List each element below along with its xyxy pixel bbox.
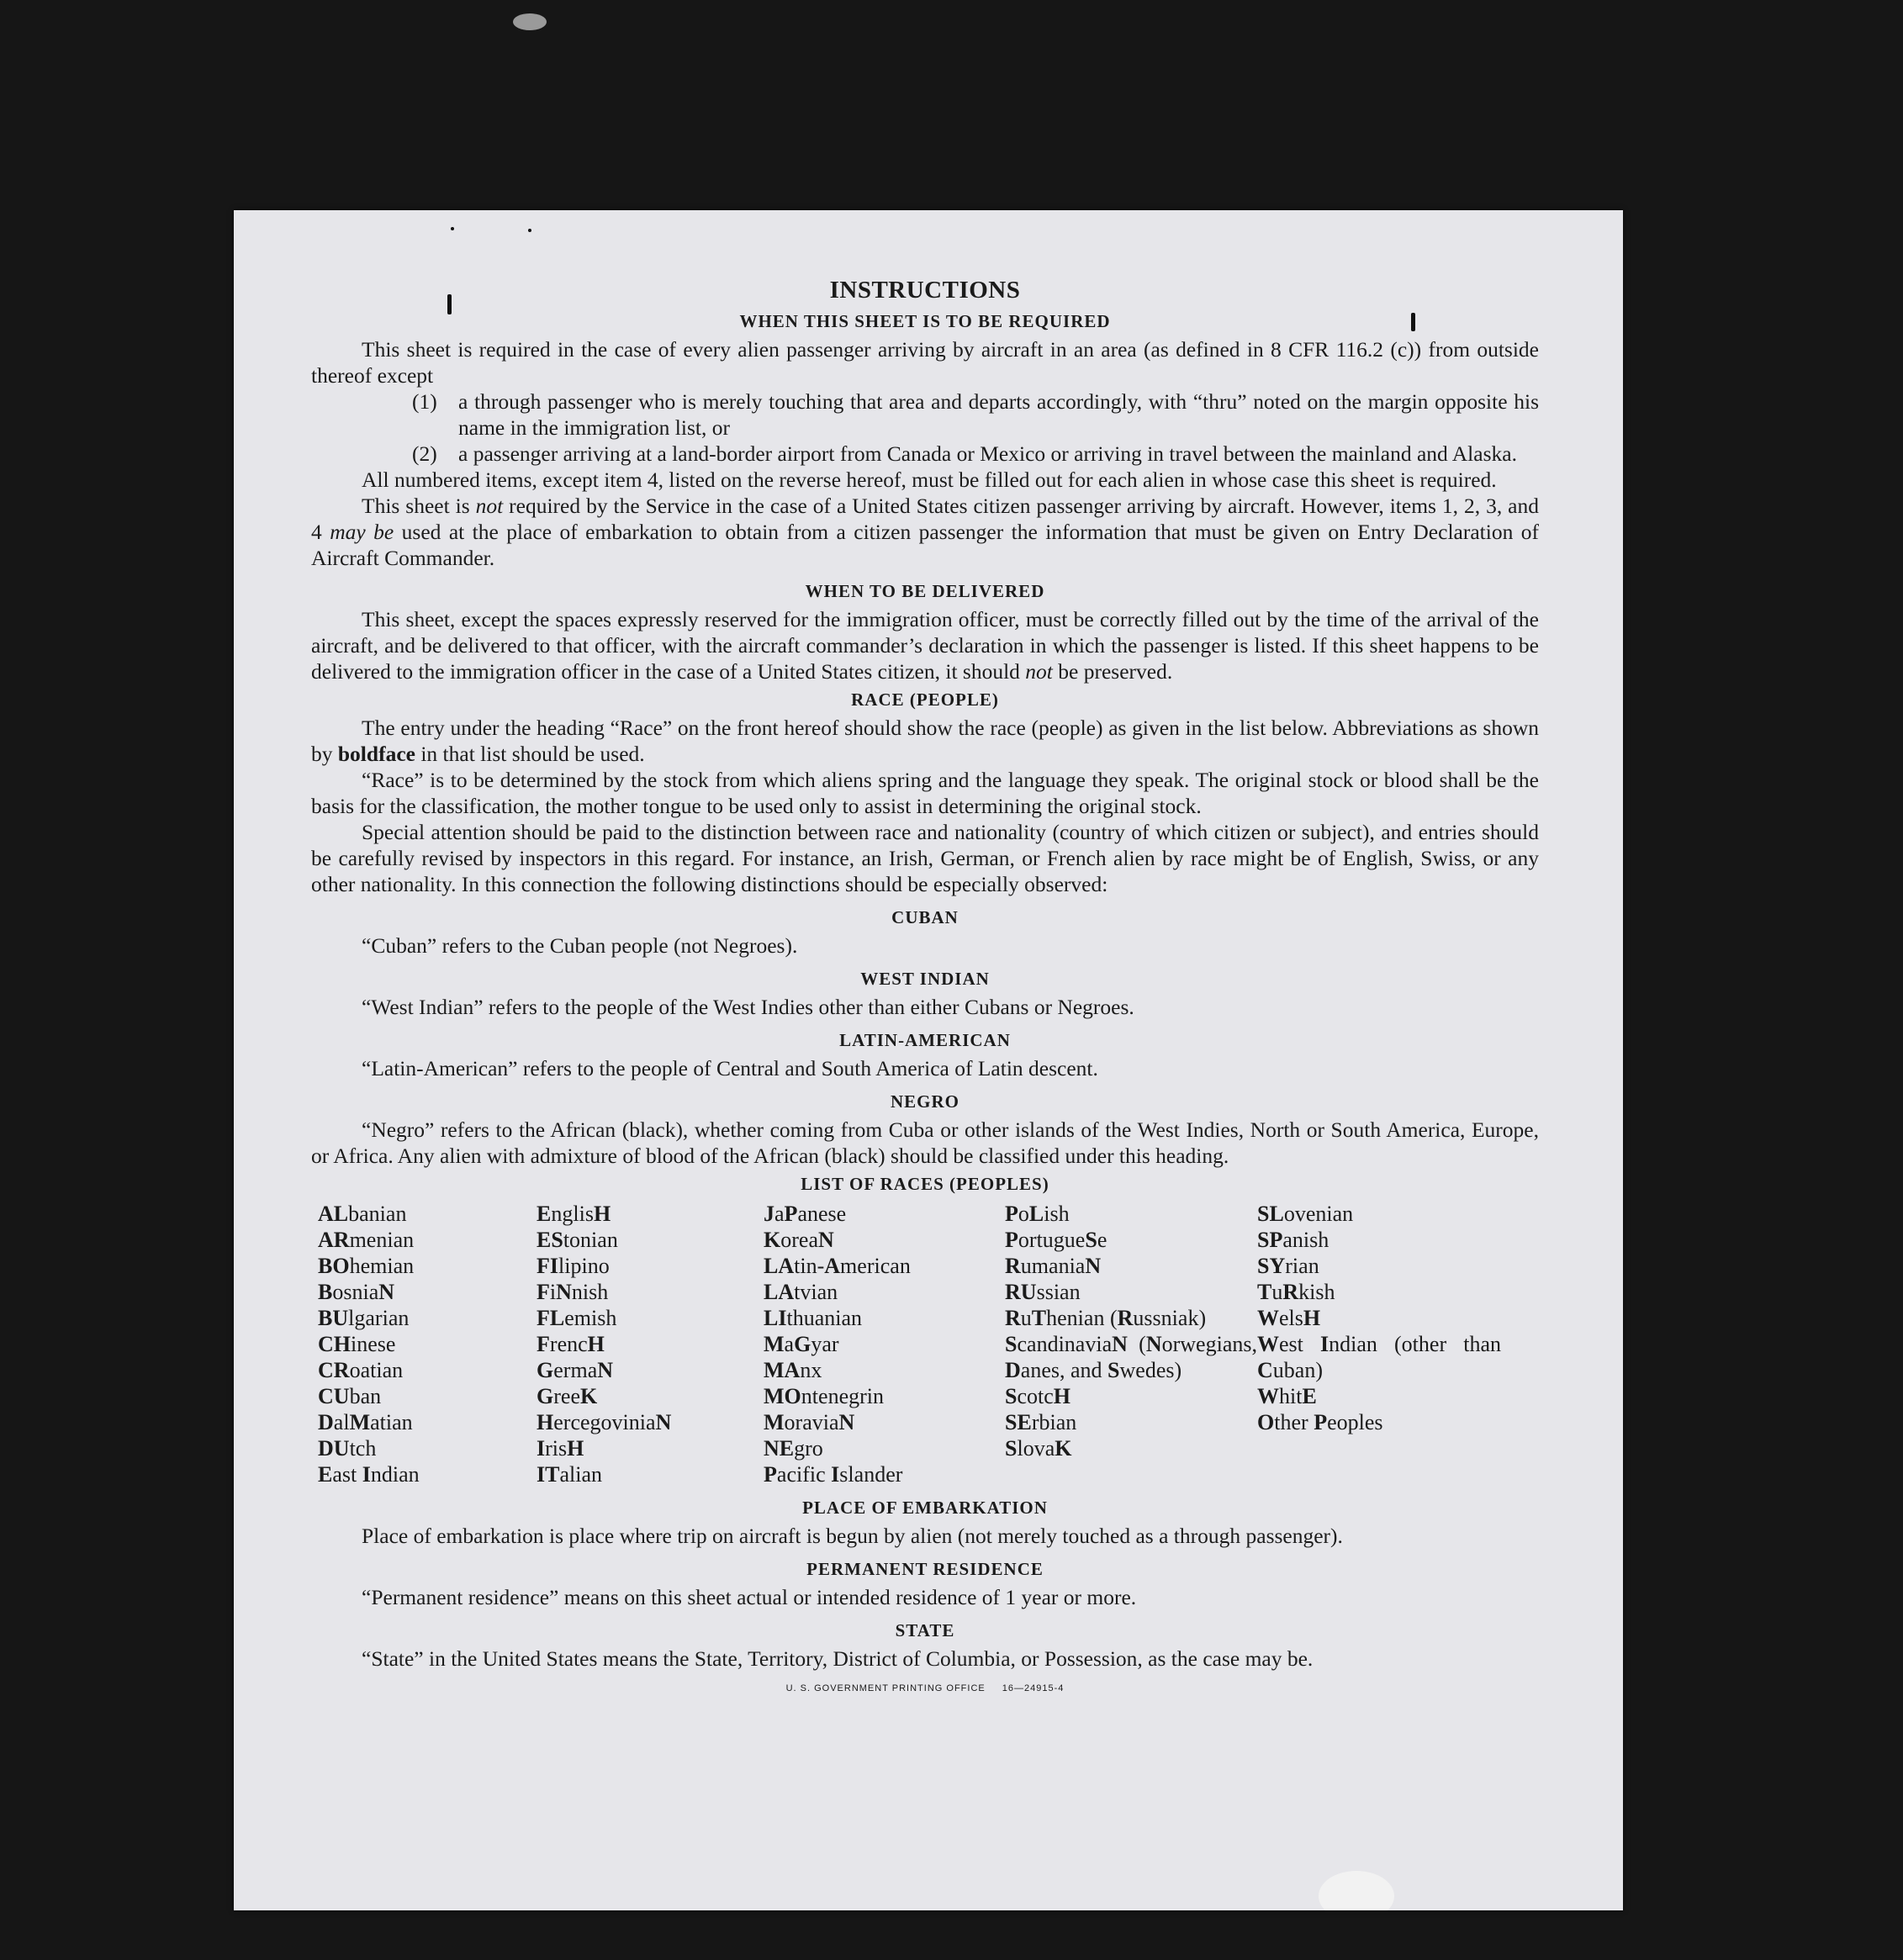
race-entry: MAnx [764,1358,822,1382]
race-entry: FrencH [537,1332,605,1356]
race-entry: GermaN [537,1358,614,1382]
exception-item-2 [311,441,1539,467]
section-heading-state: STATE [895,1620,955,1640]
race-entry: SYrian [1257,1254,1319,1278]
scan-speck [451,227,454,230]
race-column-3 [764,1201,1005,1487]
race-entry: CRoatian [318,1358,404,1382]
race-entry: FLemish [537,1306,617,1330]
state-text: “State” in the United States means the State, Territory, District of Columbia, or Possession, as the case may be. [362,1646,1314,1671]
form-code: 16—24915-4 [1002,1683,1065,1693]
race-para-2: “Race” is to be determined by the stock from which aliens spring and the language they speak. The original stock or blood shall be the basis for the classification, the mother tongue to be used only to assist in determining the original stock. [311,768,1539,818]
section-heading-negro: NEGRO [890,1091,959,1112]
document-page [234,210,1623,1910]
race-para-1: The entry under the heading “Race” on the front hereof should show the race (people) as given in the list below. Abbreviations as shown by boldface in that list should be used. [311,716,1539,766]
race-entry: DalMatian [318,1410,413,1434]
race-entry: PortugueSe [1005,1228,1107,1252]
race-entry: JaPanese [764,1202,847,1226]
race-para-3: Special attention should be paid to the distinction between race and nationality (country of which citizen or subject), and entries should be carefully revised by inspectors in this regard. For instance, an Irish, German, or French alien by race might be of English, Swiss, or any other nationality. In this connection the following distinctions should be especially observed: [311,820,1539,896]
race-entry: WelsH [1257,1306,1321,1330]
race-entry: CHinese [318,1332,396,1356]
scan-blob [1319,1871,1394,1910]
race-list [311,1201,1539,1487]
race-entry: ScotcH [1005,1384,1071,1408]
race-entry: FiNnish [537,1280,609,1304]
scan-speck [528,229,531,232]
race-entry: MaGyar [764,1332,839,1356]
negro-text: “Negro” refers to the African (black), whether coming from Cuba or other islands of the West Indies, North or South America, Europe, or Africa. Any alien with admixture of blood of the African (black) should be classified under this heading. [311,1117,1539,1168]
race-entry: IrisH [537,1436,584,1461]
printer-footer [311,1683,1539,1693]
race-entry: Pacific Islander [764,1462,903,1487]
race-entry: BosniaN [318,1280,395,1304]
race-entry: LAtin-American [764,1254,911,1278]
delivered-text: This sheet, except the spaces expressly reserved for the immigration officer, must be correctly filled out by the time of the arrival of the aircraft, and be delivered to that officer, with the aircraft commander’s declaration in which the passenger is listed. If this sheet happens to be delivered to the immigration officer in the case of a United States citizen, it should not be preserved. [311,607,1539,684]
race-entry: SErbian [1005,1410,1077,1434]
race-entry: BUlgarian [318,1306,410,1330]
race-entry: BOhemian [318,1254,415,1278]
required-para-3: This sheet is not required by the Service in the case of a United States citizen passenger arriving by aircraft. However, items 1, 2, 3, and 4 may be used at the place of embarkation to obtain from a citizen passenger the information that must be given on Entry Declaration of Aircraft Commander. [311,494,1540,570]
race-entry: Other Peoples [1257,1410,1383,1434]
race-entry: GreeK [537,1384,598,1408]
race-entry: KoreaN [764,1228,834,1252]
cuban-text: “Cuban” refers to the Cuban people (not Negroes). [362,933,798,958]
race-entry: MOntenegrin [764,1384,885,1408]
race-column-2 [537,1201,764,1487]
race-entry: SPanish [1257,1228,1329,1252]
race-column-5 [1257,1201,1501,1487]
embarkation-text: Place of embarkation is place where trip on aircraft is begun by alien (not merely touched as a through passenger). [362,1524,1343,1548]
required-intro: This sheet is required in the case of every alien passenger arriving by aircraft in an area (as defined in 8 CFR 116.2 (c)) from outside thereof except [311,337,1539,388]
residence-text: “Permanent residence” means on this sheet actual or intended residence of 1 year or more. [362,1585,1137,1609]
race-entry: LAtvian [764,1280,838,1304]
race-entry: FIlipino [537,1254,610,1278]
west-indian-text: “West Indian” refers to the people of the West Indies other than either Cubans or Negroes. [362,995,1134,1019]
race-entry: RUssian [1005,1280,1081,1304]
race-entry: EnglisH [537,1202,611,1226]
race-entry: ALbanian [318,1202,407,1226]
section-heading-list: LIST OF RACES (PEOPLES) [801,1174,1049,1194]
item-text: a passenger arriving at a land-border airport from Canada or Mexico or arriving in travel between the mainland and Alaska. [458,441,1517,466]
race-entry: WhitE [1257,1384,1317,1408]
race-entry: PoLish [1005,1202,1070,1226]
section-heading-west-indian: WEST INDIAN [860,969,990,989]
printer-name: U. S. GOVERNMENT PRINTING OFFICE [785,1683,986,1693]
item-text: a through passenger who is merely touching that area and departs accordingly, with “thru” noted on the margin opposite his name in the immigration list, or [458,389,1539,440]
race-entry: ScandinaviaN (Norwegians, Danes, and Swedes) [1005,1332,1257,1382]
section-heading-cuban: CUBAN [891,907,959,927]
race-entry: SLovenian [1257,1202,1354,1226]
section-heading-latin-american: LATIN-AMERICAN [839,1030,1011,1050]
race-entry: NEgro [764,1436,823,1461]
race-entry: HercegoviniaN [537,1410,672,1434]
race-entry: TuRkish [1257,1280,1335,1304]
race-entry: ARmenian [318,1228,415,1252]
race-column-1 [318,1201,537,1487]
item-number: (1) [412,389,437,414]
exception-item-1 [311,388,1539,441]
race-entry: East Indian [318,1462,420,1487]
document-title: INSTRUCTIONS [829,277,1021,304]
race-entry: SlovaK [1005,1436,1072,1461]
section-heading-delivered: WHEN TO BE DELIVERED [805,581,1045,601]
race-column-4 [1005,1201,1257,1487]
race-entry: RuThenian (Russniak) [1005,1306,1207,1330]
section-heading-embarkation: PLACE OF EMBARKATION [802,1498,1048,1518]
latin-american-text: “Latin-American” refers to the people of Central and South America of Latin descent. [362,1056,1098,1080]
item-number: (2) [412,441,437,466]
scan-speck [513,13,547,30]
race-entry: RumaniaN [1005,1254,1102,1278]
required-para-2: All numbered items, except item 4, listed on the reverse hereof, must be filled out for each alien in whose case this sheet is required. [362,468,1497,492]
section-heading-residence: PERMANENT RESIDENCE [806,1559,1044,1579]
section-heading-race: RACE (PEOPLE) [851,689,999,710]
section-heading-required: WHEN THIS SHEET IS TO BE REQUIRED [739,311,1111,331]
race-entry: ITalian [537,1462,603,1487]
race-entry: MoraviaN [764,1410,855,1434]
instructions-content [311,274,1539,1693]
race-entry: DUtch [318,1436,377,1461]
race-entry: West Indian (other than Cuban) [1257,1332,1501,1382]
race-entry: CUban [318,1384,382,1408]
race-entry: EStonian [537,1228,618,1252]
race-entry: LIthuanian [764,1306,863,1330]
